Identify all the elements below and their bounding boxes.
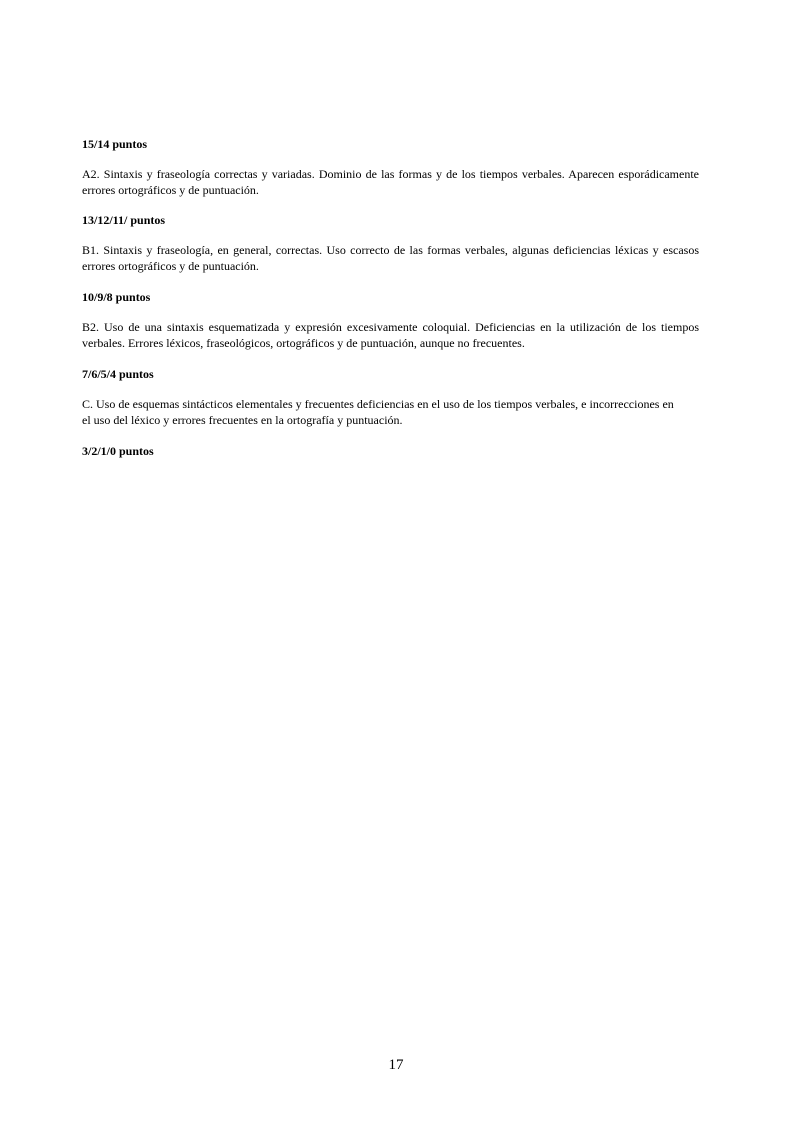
score-heading-13-12-11: 13/12/11/ puntos — [82, 213, 166, 227]
score-heading-7-6-5-4: 7/6/5/4 puntos — [82, 367, 154, 381]
criterion-c-paragraph: C. Uso de esquemas sintácticos elementales y frecuentes deficiencias en el uso de los tiempos verbales, e incorrecciones en el uso del léxico y errores frecuentes en la ortografía y puntuación. — [82, 397, 674, 427]
criterion-b1-paragraph: B1. Sintaxis y fraseología, en general, correctas. Uso correcto de las formas verbales, algunas deficiencias léxicas y escasos errores ortográficos y de puntuación. — [82, 243, 699, 273]
score-heading-15-14: 15/14 puntos — [82, 137, 148, 151]
criterion-b2-paragraph: B2. Uso de una sintaxis esquematizada y expresión excesivamente coloquial. Deficiencias en la utilización de los tiempos verbales. Errores léxicos, fraseológicos, ortográficos y de puntuación, aunque no frecuentes. — [82, 320, 699, 350]
score-heading-3-2-1-0: 3/2/1/0 puntos — [82, 444, 154, 458]
score-heading-10-9-8: 10/9/8 puntos — [82, 290, 151, 304]
page-number: 17 — [388, 1057, 404, 1073]
criterion-a2-paragraph: A2. Sintaxis y fraseología correctas y variadas. Dominio de las formas y de los tiempos verbales. Aparecen esporádicamente errores ortográficos y de puntuación. — [82, 167, 699, 197]
